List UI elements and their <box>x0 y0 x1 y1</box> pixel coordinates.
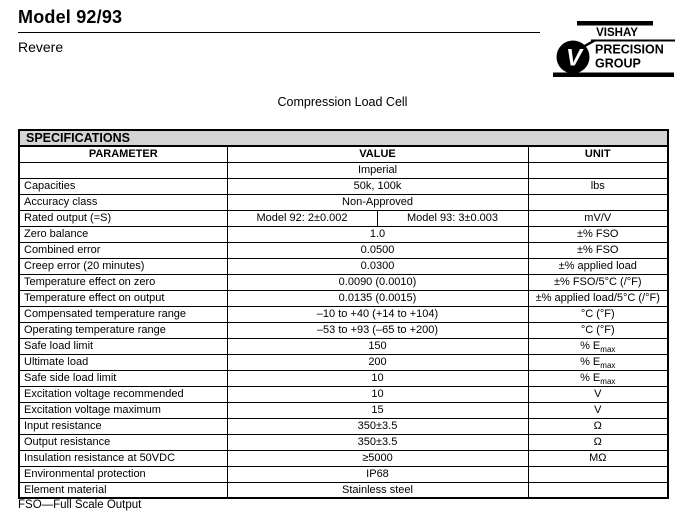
page-title: Model 92/93 <box>18 7 123 27</box>
column-header-unit: UNIT <box>528 146 668 162</box>
spec-parameter: Creep error (20 minutes) <box>19 258 227 274</box>
spec-unit: ±% applied load/5°C (/°F) <box>528 290 668 306</box>
logo-group-text: GROUP <box>595 56 641 71</box>
spec-row <box>19 322 668 338</box>
spec-row <box>19 290 668 306</box>
spec-row <box>19 338 668 354</box>
spec-value: Model 92: 2±0.002 <box>227 210 377 226</box>
spec-value: 50k, 100k <box>227 178 528 194</box>
spec-value: 15 <box>227 402 528 418</box>
section-title: SPECIFICATIONS <box>19 130 668 146</box>
column-header-parameter: PARAMETER <box>19 146 227 162</box>
spec-value: 0.0500 <box>227 242 528 258</box>
spec-row <box>19 306 668 322</box>
spec-parameter: Input resistance <box>19 418 227 434</box>
spec-unit: ±% FSO <box>528 242 668 258</box>
spec-value: ≥5000 <box>227 450 528 466</box>
spec-value: 200 <box>227 354 528 370</box>
spec-unit: % $E_{max}$ <box>528 338 668 354</box>
spec-row <box>19 274 668 290</box>
section-title-row <box>19 130 668 146</box>
spec-unit: ±% applied load <box>528 258 668 274</box>
spec-row <box>19 370 668 386</box>
spec-value: Non-Approved <box>227 194 528 210</box>
spec-parameter: Excitation voltage maximum <box>19 402 227 418</box>
spec-parameter: Ultimate load <box>19 354 227 370</box>
spec-value: –10 to +40 (+14 to +104) <box>227 306 528 322</box>
spec-unit: lbs <box>528 178 668 194</box>
spec-value: Stainless steel <box>227 482 528 498</box>
spec-unit: Ω <box>528 418 668 434</box>
spec-value: 350±3.5 <box>227 418 528 434</box>
spec-parameter: Temperature effect on zero <box>19 274 227 290</box>
spec-row <box>19 194 668 210</box>
specifications-table <box>18 129 669 499</box>
footnote: FSO—Full Scale Output <box>18 499 142 511</box>
logo-v-monogram: V <box>565 44 583 72</box>
spec-unit: V <box>528 402 668 418</box>
spec-value: 0.0090 (0.0010) <box>227 274 528 290</box>
logo-precision-text: PRECISION <box>595 42 664 57</box>
spec-unit <box>528 466 668 482</box>
spec-unit: ±% FSO <box>528 226 668 242</box>
spec-value: 0.0135 (0.0015) <box>227 290 528 306</box>
spec-row <box>19 210 668 226</box>
vishay-precision-group-logo <box>553 21 676 79</box>
spec-row <box>19 402 668 418</box>
spec-unit: mV/V <box>528 210 668 226</box>
spec-row <box>19 450 668 466</box>
spec-value: 150 <box>227 338 528 354</box>
spec-parameter: Insulation resistance at 50VDC <box>19 450 227 466</box>
logo-bottom-bar <box>553 73 674 78</box>
spec-value: 1.0 <box>227 226 528 242</box>
spec-parameter: Excitation voltage recommended <box>19 386 227 402</box>
spec-parameter: Safe load limit <box>19 338 227 354</box>
spec-parameter: Rated output (=S) <box>19 210 227 226</box>
spec-unit <box>528 194 668 210</box>
spec-value: 10 <box>227 370 528 386</box>
logo-precision-rule <box>591 40 675 42</box>
spec-unit: % $E_{max}$ <box>528 354 668 370</box>
spec-unit <box>528 482 668 498</box>
spec-unit: Ω <box>528 434 668 450</box>
spec-parameter: Accuracy class <box>19 194 227 210</box>
spec-parameter: Environmental protection <box>19 466 227 482</box>
spec-parameter: Element material <box>19 482 227 498</box>
spec-unit: °C (°F) <box>528 322 668 338</box>
spec-parameter: Combined error <box>19 242 227 258</box>
spec-value: IP68 <box>227 466 528 482</box>
product-type-heading: Compression Load Cell <box>277 95 408 109</box>
title-rule <box>18 32 540 33</box>
spec-row <box>19 178 668 194</box>
spec-value: 350±3.5 <box>227 434 528 450</box>
spec-value: –53 to +93 (–65 to +200) <box>227 322 528 338</box>
spec-unit: MΩ <box>528 450 668 466</box>
empty-parameter-cell <box>19 162 227 178</box>
value-system-row <box>19 162 668 178</box>
spec-row <box>19 434 668 450</box>
spec-unit: ±% FSO/5°C (/°F) <box>528 274 668 290</box>
spec-parameter: Capacities <box>19 178 227 194</box>
spec-parameter: Safe side load limit <box>19 370 227 386</box>
specifications-table-body <box>19 178 668 498</box>
spec-row <box>19 242 668 258</box>
spec-unit: % $E_{max}$ <box>528 370 668 386</box>
spec-row <box>19 226 668 242</box>
spec-parameter: Output resistance <box>19 434 227 450</box>
spec-row <box>19 418 668 434</box>
spec-row <box>19 386 668 402</box>
spec-unit: °C (°F) <box>528 306 668 322</box>
spec-value-2: Model 93: 3±0.003 <box>377 210 528 226</box>
spec-parameter: Compensated temperature range <box>19 306 227 322</box>
brand-name: Revere <box>18 39 64 55</box>
logo-vishay-text: VISHAY <box>596 27 638 39</box>
column-header-row <box>19 146 668 162</box>
spec-row <box>19 354 668 370</box>
spec-parameter: Zero balance <box>19 226 227 242</box>
spec-row <box>19 466 668 482</box>
value-system-label: Imperial <box>227 162 528 178</box>
column-header-value: VALUE <box>227 146 528 162</box>
logo-top-bar <box>577 21 653 26</box>
spec-value: 10 <box>227 386 528 402</box>
empty-unit-cell <box>528 162 668 178</box>
spec-row <box>19 482 668 498</box>
spec-parameter: Operating temperature range <box>19 322 227 338</box>
specifications-table-head <box>19 130 668 178</box>
spec-parameter: Temperature effect on output <box>19 290 227 306</box>
logo-graphic <box>553 21 676 79</box>
spec-value: 0.0300 <box>227 258 528 274</box>
spec-unit: V <box>528 386 668 402</box>
spec-row <box>19 258 668 274</box>
